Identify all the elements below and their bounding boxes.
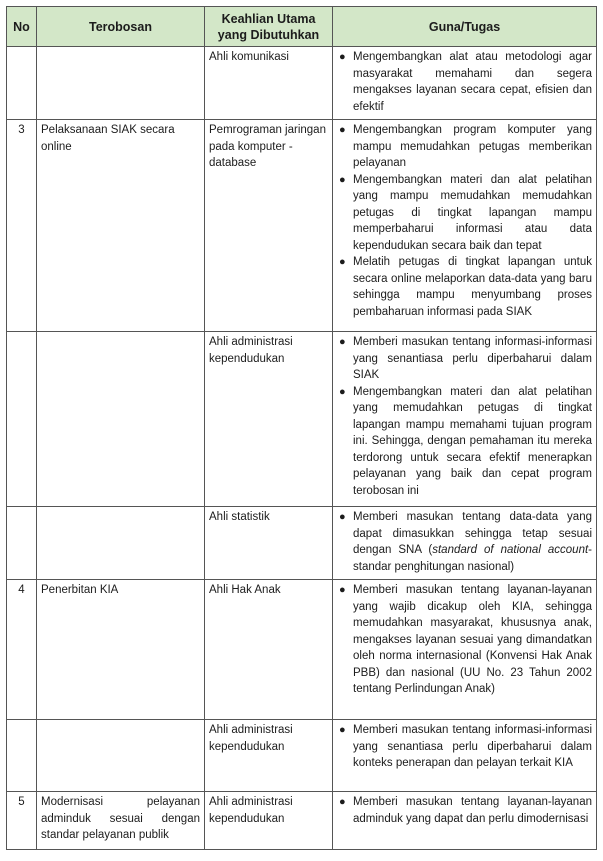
row-keahlian: Ahli statistik bbox=[205, 507, 333, 580]
document-page bbox=[6, 6, 597, 850]
task-item bbox=[337, 794, 592, 827]
task-text: Memberi masukan tentang layanan-layanan yang wajib dicakup oleh KIA, sehingga memudahkan masyarakat, khususnya anak, mengakses layanan sesuai yang dimandatkan oleh norma internasional (Konvensi Hak Anak PBB) dan nasional (UU No. 23 Tahun 2002 tentang Perlindungan Anak) bbox=[353, 584, 592, 695]
task-text: Memberi masukan tentang informasi-informasi yang senantiasa perlu diperbaharui dalam konteks penerapan dan pelayan terkait KIA bbox=[353, 724, 592, 769]
row-keahlian: Ahli administrasi kependudukan bbox=[205, 332, 333, 507]
table-row bbox=[7, 580, 597, 720]
row-keahlian: Ahli administrasi kependudukan bbox=[205, 792, 333, 850]
task-item bbox=[337, 384, 592, 500]
header-no: No bbox=[7, 7, 37, 47]
row-guna bbox=[333, 507, 597, 580]
task-text: Memberi masukan tentang layanan-layanan adminduk yang dapat dan perlu dimodernisasi bbox=[353, 796, 592, 825]
row-guna bbox=[333, 792, 597, 850]
row-keahlian: Ahli Hak Anak bbox=[205, 580, 333, 720]
task-item bbox=[337, 122, 592, 172]
row-terobosan: Modernisasi pelayanan adminduk sesuai dengan standar pelayanan publik bbox=[37, 792, 205, 850]
row-keahlian: Ahli komunikasi bbox=[205, 47, 333, 120]
bullet-icon: ● bbox=[339, 511, 346, 523]
row-no bbox=[7, 47, 37, 120]
row-guna bbox=[333, 120, 597, 332]
task-text: Memberi masukan tentang informasi-informasi yang senantiasa perlu diperbaharui dalam SIAK bbox=[353, 336, 592, 381]
table-header-row bbox=[7, 7, 597, 47]
row-guna bbox=[333, 47, 597, 120]
task-text-italic: standard of national account bbox=[432, 544, 589, 556]
task-text-before: Memberi masukan tentang data-data yang dapat dimasukkan sehingga tetap sesuai dengan SNA ( bbox=[353, 511, 592, 556]
bullet-icon: ● bbox=[339, 173, 346, 186]
task-text: Melatih petugas di tingkat lapangan untuk secara online melaporkan data-data yang baru sehingga mampu menyumbang proses pembaharuan informasi pada SIAK bbox=[353, 256, 592, 318]
row-guna bbox=[333, 720, 597, 792]
row-terobosan: Penerbitan KIA bbox=[37, 580, 205, 720]
bullet-icon: ● bbox=[339, 584, 346, 596]
task-item bbox=[337, 254, 592, 320]
row-guna bbox=[333, 332, 597, 507]
table-row bbox=[7, 120, 597, 332]
bullet-icon: ● bbox=[339, 124, 346, 136]
row-keahlian: Ahli administrasi kependudukan bbox=[205, 720, 333, 792]
task-item bbox=[337, 49, 592, 115]
task-text: Mengembangkan program komputer yang mampu memudahkan petugas memberikan pelayanan bbox=[353, 124, 592, 169]
row-terobosan bbox=[37, 47, 205, 120]
row-no bbox=[7, 720, 37, 792]
table-row bbox=[7, 47, 597, 120]
task-item bbox=[337, 722, 592, 772]
bullet-icon: ● bbox=[339, 336, 346, 348]
task-text: Mengembangkan materi dan alat pelatihan yang memudahkan petugas di tingkat lapangan mampu memahami tujuan program ini. Sehingga, dengan pemahaman itu mereka terdorong untuk secara efektif menerapkan pelayanan yang baik dan cepat program terobosan ini bbox=[353, 385, 592, 497]
bullet-icon: ● bbox=[339, 385, 346, 398]
bullet-icon: ● bbox=[339, 796, 346, 808]
row-no bbox=[7, 507, 37, 580]
bullet-icon: ● bbox=[339, 256, 346, 268]
bullet-icon: ● bbox=[339, 51, 346, 63]
row-no: 5 bbox=[7, 792, 37, 850]
task-text: Mengembangkan materi dan alat pelatihan yang mampu memudahkan memudahkan petugas di tingkat lapangan mampu memperbaharui informasi atau data kependudukan secara baik dan tepat bbox=[353, 173, 592, 252]
row-terobosan: Pelaksanaan SIAK secara online bbox=[37, 120, 205, 332]
task-item bbox=[337, 334, 592, 384]
bullet-icon: ● bbox=[339, 724, 346, 736]
header-keahlian: Keahlian Utama yang Dibutuhkan bbox=[205, 7, 333, 47]
row-no bbox=[7, 332, 37, 507]
table-row bbox=[7, 507, 597, 580]
header-guna: Guna/Tugas bbox=[333, 7, 597, 47]
task-item bbox=[337, 172, 592, 255]
task-item bbox=[337, 582, 592, 698]
task-text: Mengembangkan alat atau metodologi agar masyarakat memahami dan segera mengakses layanan secara cepat, efisien dan efektif bbox=[353, 51, 592, 113]
table-row bbox=[7, 332, 597, 507]
terobosan-table bbox=[6, 6, 597, 850]
task-text-after: -standar penghitungan nasional) bbox=[353, 544, 592, 573]
header-terobosan: Terobosan bbox=[37, 7, 205, 47]
row-terobosan bbox=[37, 507, 205, 580]
task-item bbox=[337, 509, 592, 575]
row-no: 3 bbox=[7, 120, 37, 332]
row-terobosan bbox=[37, 720, 205, 792]
row-no: 4 bbox=[7, 580, 37, 720]
row-guna bbox=[333, 580, 597, 720]
row-terobosan bbox=[37, 332, 205, 507]
table-row bbox=[7, 720, 597, 792]
row-keahlian: Pemrograman jaringan pada komputer - database bbox=[205, 120, 333, 332]
table-row bbox=[7, 792, 597, 850]
